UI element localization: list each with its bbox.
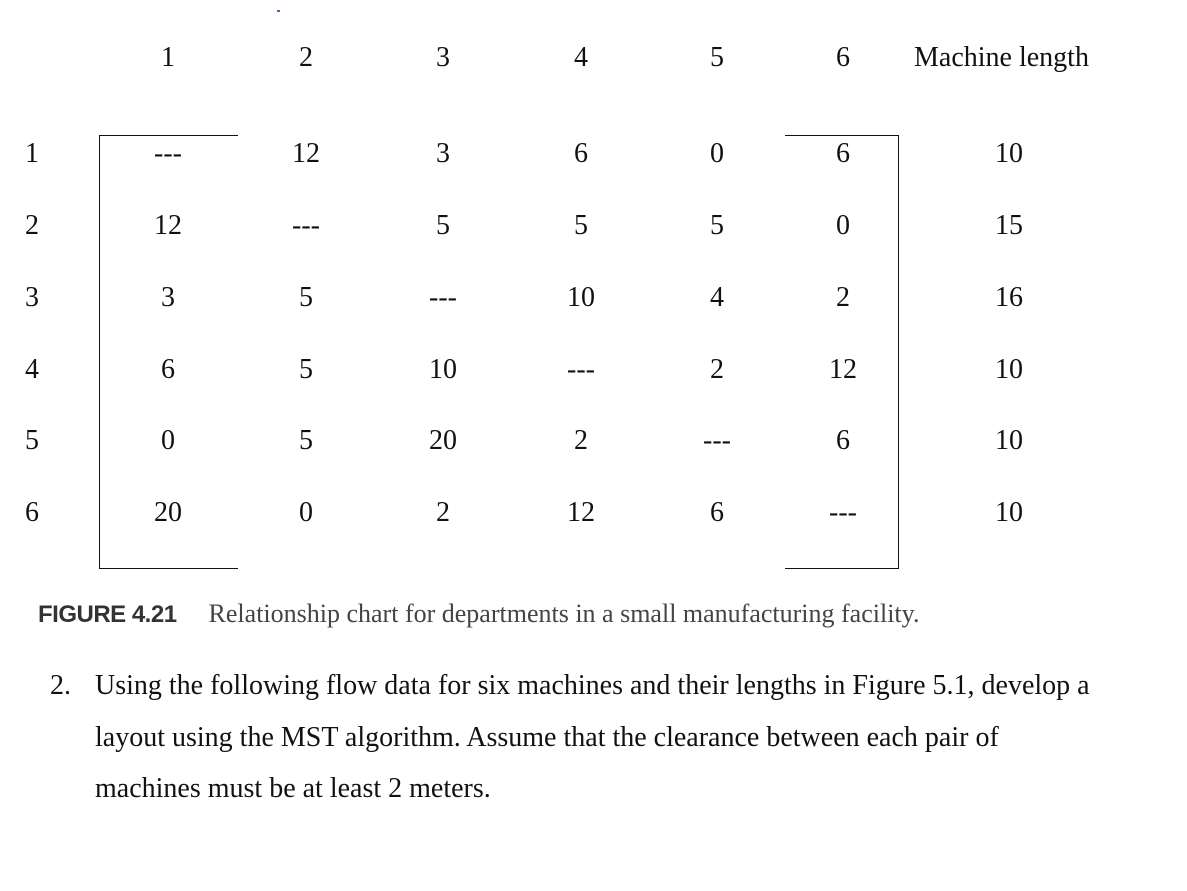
flow-cell-5-5: ---	[703, 425, 731, 456]
flow-cell-6-3: 2	[436, 497, 450, 528]
flow-cell-6-5: 6	[710, 497, 724, 528]
flow-cell-2-2: ---	[292, 210, 320, 241]
machine-length-1: 10	[995, 138, 1023, 169]
flow-cell-3-4: 10	[567, 282, 595, 313]
col-header-4: 4	[574, 42, 588, 73]
flow-cell-3-5: 4	[710, 282, 724, 313]
flow-cell-2-1: 12	[154, 210, 182, 241]
machine-length-2: 15	[995, 210, 1023, 241]
row-label-6: 6	[25, 497, 39, 528]
flow-cell-1-5: 0	[710, 138, 724, 169]
problem-text-line-1: Using the following flow data for six machines and their lengths in Figure 5.1, develop a	[95, 670, 1090, 701]
col-header-6: 6	[836, 42, 850, 73]
flow-cell-4-6: 12	[829, 354, 857, 385]
scan-artifact	[277, 10, 280, 12]
machine-length-6: 10	[995, 497, 1023, 528]
flow-cell-2-4: 5	[574, 210, 588, 241]
flow-cell-2-5: 5	[710, 210, 724, 241]
flow-cell-3-3: ---	[429, 282, 457, 313]
col-header-5: 5	[710, 42, 724, 73]
problem-text-line-3: machines must be at least 2 meters.	[95, 773, 491, 804]
flow-cell-6-6: ---	[829, 497, 857, 528]
flow-cell-4-2: 5	[299, 354, 313, 385]
flow-cell-3-1: 3	[161, 282, 175, 313]
col-header-2: 2	[299, 42, 313, 73]
machine-length-4: 10	[995, 354, 1023, 385]
flow-cell-5-1: 0	[161, 425, 175, 456]
machine-length-3: 16	[995, 282, 1023, 313]
flow-cell-1-3: 3	[436, 138, 450, 169]
flow-cell-5-4: 2	[574, 425, 588, 456]
row-label-3: 3	[25, 282, 39, 313]
problem-text-line-2: layout using the MST algorithm. Assume that the clearance between each pair of	[95, 722, 999, 753]
flow-cell-1-6: 6	[836, 138, 850, 169]
problem-number: 2.	[50, 670, 71, 701]
row-label-1: 1	[25, 138, 39, 169]
col-header-3: 3	[436, 42, 450, 73]
flow-cell-1-2: 12	[292, 138, 320, 169]
flow-cell-4-3: 10	[429, 354, 457, 385]
row-label-2: 2	[25, 210, 39, 241]
row-label-4: 4	[25, 354, 39, 385]
row-label-5: 5	[25, 425, 39, 456]
flow-cell-4-5: 2	[710, 354, 724, 385]
figure-caption-text: Relationship chart for departments in a small manufacturing facility.	[208, 599, 920, 628]
flow-cell-3-2: 5	[299, 282, 313, 313]
figure-caption	[38, 598, 919, 631]
flow-cell-1-4: 6	[574, 138, 588, 169]
machine-length-header: Machine length	[914, 42, 1089, 73]
flow-cell-4-4: ---	[567, 354, 595, 385]
figure-label: FIGURE 4.21	[38, 601, 177, 628]
col-header-1: 1	[161, 42, 175, 73]
flow-cell-4-1: 6	[161, 354, 175, 385]
flow-cell-6-4: 12	[567, 497, 595, 528]
flow-cell-5-6: 6	[836, 425, 850, 456]
flow-cell-5-2: 5	[299, 425, 313, 456]
flow-cell-3-6: 2	[836, 282, 850, 313]
machine-length-5: 10	[995, 425, 1023, 456]
flow-cell-6-1: 20	[154, 497, 182, 528]
flow-cell-2-6: 0	[836, 210, 850, 241]
flow-cell-6-2: 0	[299, 497, 313, 528]
flow-cell-1-1: ---	[154, 138, 182, 169]
flow-cell-2-3: 5	[436, 210, 450, 241]
flow-cell-5-3: 20	[429, 425, 457, 456]
